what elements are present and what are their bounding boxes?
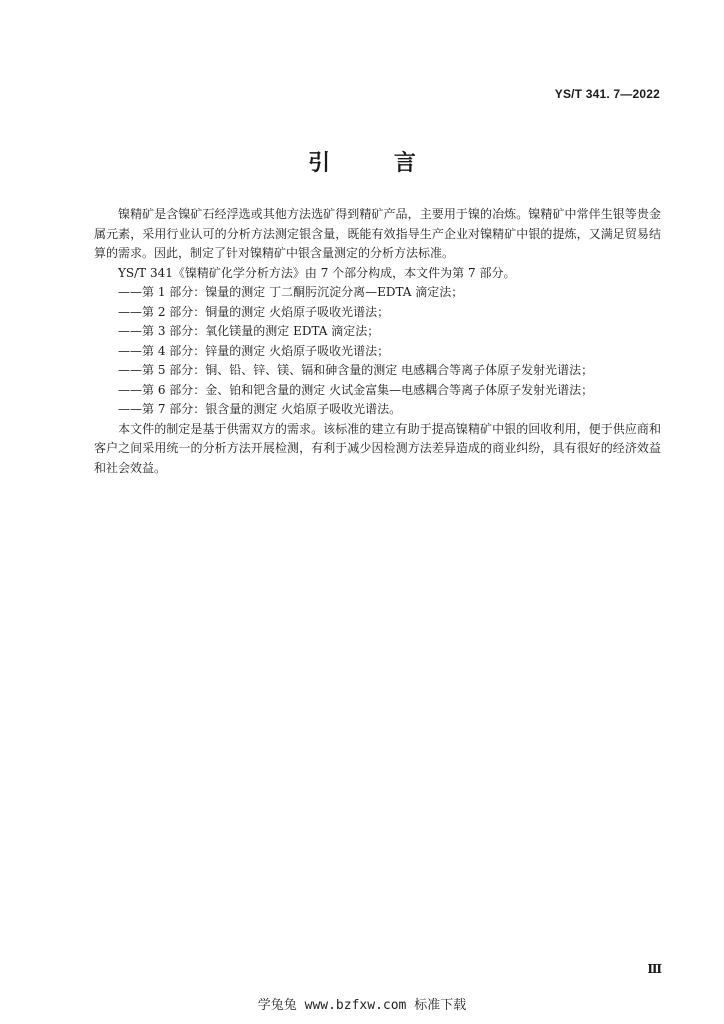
part-item-5: ——第 5 部分：铜、铅、锌、镁、镉和砷含量的测定 电感耦合等离子体原子发射光谱法；: [118, 363, 594, 377]
part-item-6: ——第 6 部分：金、铂和钯含量的测定 火试金富集—电感耦合等离子体原子发射光谱法；: [118, 382, 594, 397]
page-title: 引 言: [308, 151, 444, 176]
intro-paragraph-2: YS/T 341《镍精矿化学分析方法》由 7 个部分构成，本文件为第 7 部分。: [118, 265, 516, 280]
intro-content: [94, 205, 661, 478]
intro-paragraph-1: 镍精矿是含镍矿石经浮选或其他方法选矿得到精矿产品，主要用于镍的冶炼。镍精矿中常伴生银等贵金属元素，采用行业认可的分析方法测定银含量，既能有效指导生产企业对镍精矿中银的提炼，又满足贸易结算的需求。因此，制定了针对镍精矿中银含量测定的分析方法标准。: [94, 207, 661, 260]
page-number: Ⅲ: [647, 962, 662, 976]
part-item-4: ——第 4 部分：锌量的测定 火焰原子吸收光谱法；: [118, 343, 390, 358]
part-item-1: ——第 1 部分：镍量的测定 丁二酮肟沉淀分离—EDTA 滴定法；: [118, 285, 464, 299]
part-item-7: ——第 7 部分：银含量的测定 火焰原子吸收光谱法。: [118, 402, 402, 416]
standard-code: YS/T 341. 7—2022: [554, 87, 660, 101]
part-item-2: ——第 2 部分：铜量的测定 火焰原子吸收光谱法；: [118, 304, 390, 319]
intro-paragraph-3: 本文件的制定是基于供需双方的需求。该标准的建立有助于提高镍精矿中银的回收利用，便于供应商和客户之间采用统一的分析方法开展检测，有利于减少因检测方法差异造成的商业纠纷，具有很好的经济效益和社会效益。: [94, 421, 661, 475]
footer-watermark[interactable]: 学兔兔 www.bzfxw.com 标准下载: [257, 998, 467, 1013]
part-item-3: ——第 3 部分：氧化镁量的测定 EDTA 滴定法；: [118, 324, 380, 338]
